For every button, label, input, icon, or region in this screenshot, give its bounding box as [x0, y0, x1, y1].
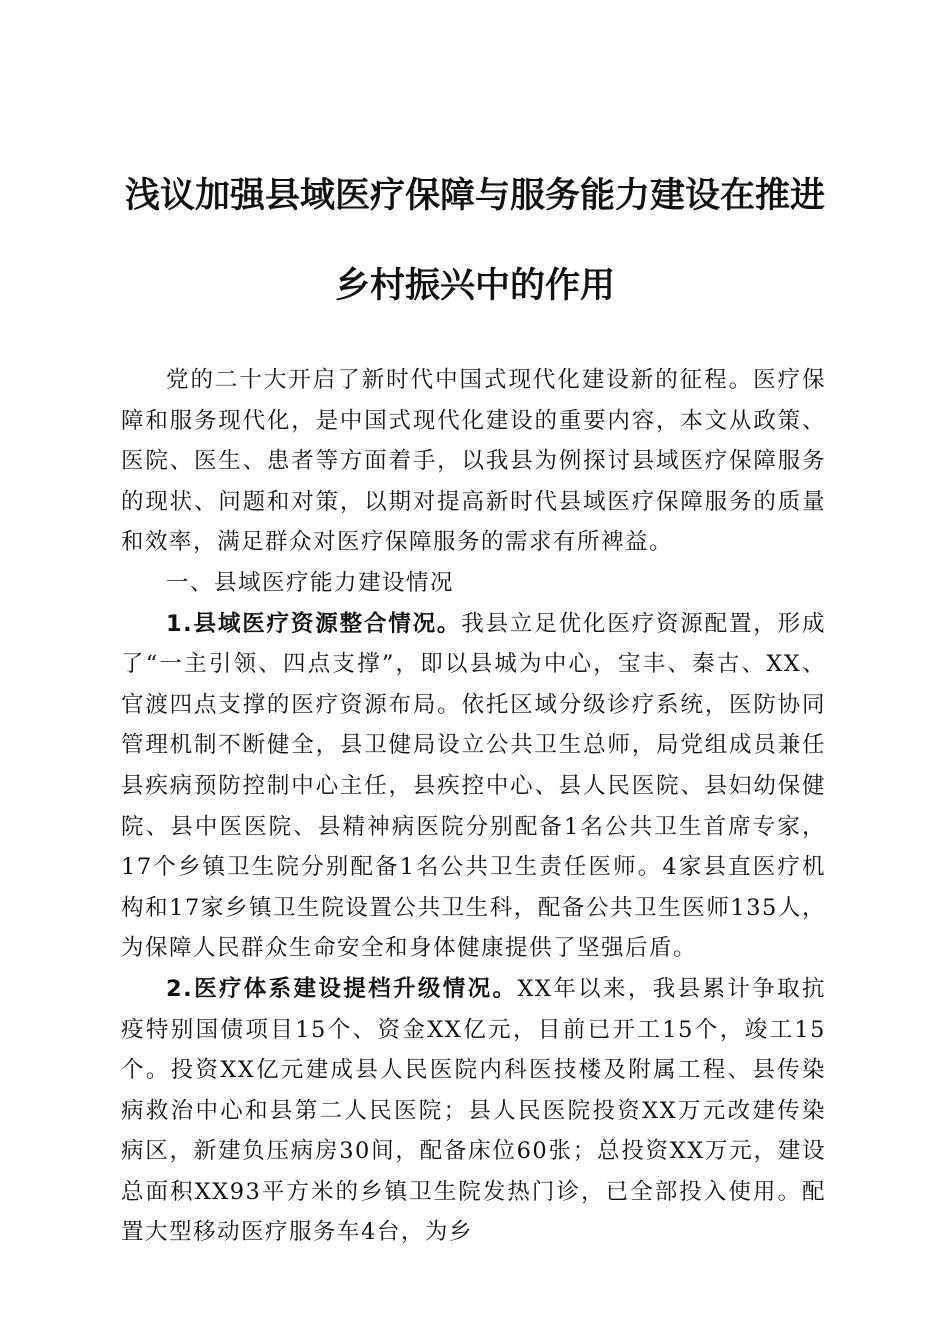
section-heading: 一、县域医疗能力建设情况 [166, 569, 455, 596]
item-1-lead: 1.县域医疗资源整合情况。 [166, 610, 462, 637]
item-1-paragraph [121, 604, 826, 969]
document-body [121, 360, 826, 1253]
document-title-line-1: 浅议加强县域医疗保障与服务能力建设在推进 [124, 176, 825, 216]
item-2-paragraph [121, 969, 826, 1253]
document-title-line-2: 乡村振兴中的作用 [334, 266, 615, 306]
item-2-text: XX年以来，我县累计争取抗疫特别国债项目15个、资金XX亿元，目前已开工15个，竣工15个。投资XX亿元建成县人民医院内科医技楼及附属工程、县传染病救治中心和县第二人民医院；县人民医院投资XX万元改建传染病区，新建负压病房30间，配备床位60张；总投资XX万元，建设总面积XX93平方米的乡镇卫生院发热门诊，已全部投入使用。配置大型移动医疗服务车4台，为乡 [121, 975, 826, 1246]
item-2-lead: 2.医疗体系建设提档升级情况。 [166, 975, 518, 1002]
item-1-text: 我县立足优化医疗资源配置，形成了“一主引领、四点支撑”，即以县城为中心，宝丰、秦古、XX、官渡四点支撑的医疗资源布局。依托区域分级诊疗系统，医防协同管理机制不断健全，县卫健局设立公共卫生总师，局党组成员兼任县疾病预防控制中心主任，县疾控中心、县人民医院、县妇幼保健院、县中医医院、县精神病医院分别配备1名公共卫生首席专家，17个乡镇卫生院分别配备1名公共卫生责任医师。4家县直医疗机构和17家乡镇卫生院设置公共卫生科，配备公共卫生医师135人，为保障人民群众生命安全和身体健康提供了坚强后盾。 [121, 610, 826, 962]
intro-paragraph: 党的二十大开启了新时代中国式现代化建设新的征程。医疗保障和服务现代化，是中国式现代化建设的重要内容，本文从政策、医院、医生、患者等方面着手，以我县为例探讨县域医疗保障服务的现状、问题和对策，以期对提高新时代县域医疗保障服务的质量和效率，满足群众对医疗保障服务的需求有所裨益。 [121, 367, 826, 556]
